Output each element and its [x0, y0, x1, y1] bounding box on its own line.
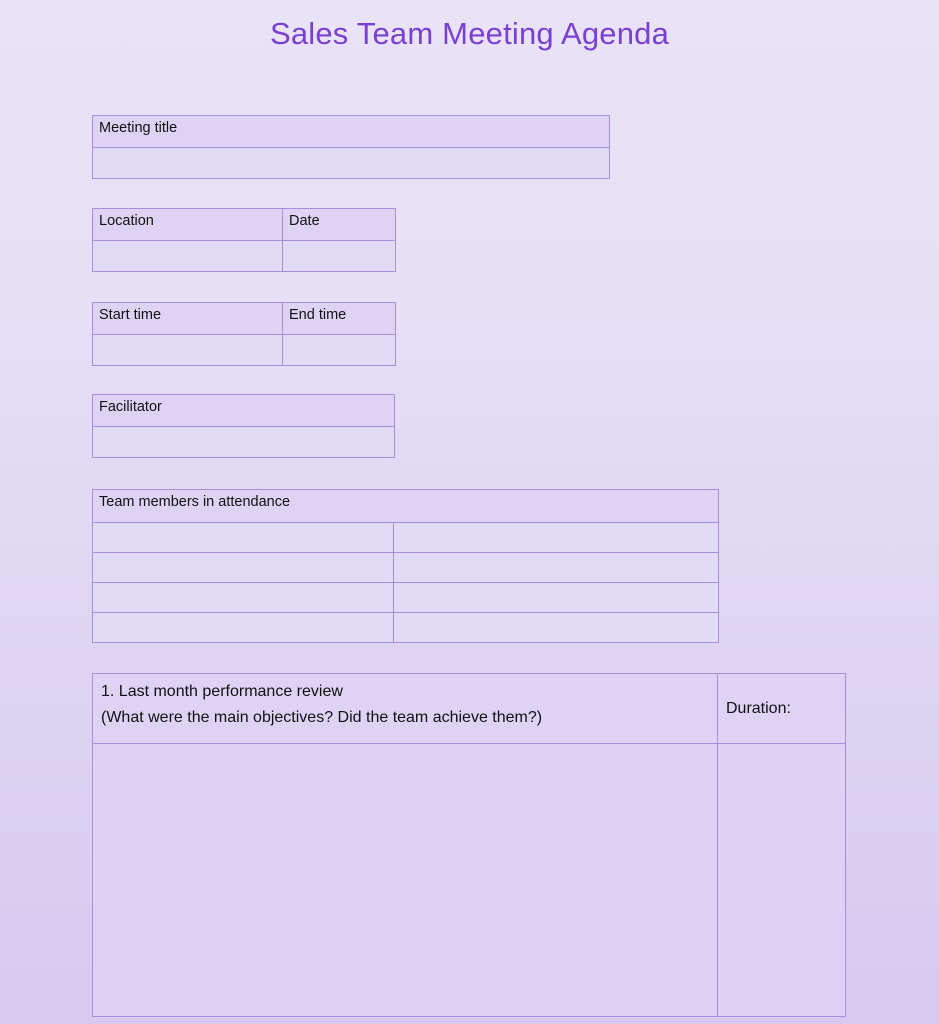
time-field-table [92, 302, 396, 366]
facilitator-input[interactable] [93, 427, 395, 458]
table-row [93, 553, 719, 583]
attendance-cell-right[interactable] [394, 523, 719, 553]
table-row [93, 209, 396, 241]
attendance-cell-left[interactable] [93, 613, 394, 643]
meeting-title-input[interactable] [93, 148, 610, 179]
end-time-label: End time [283, 303, 396, 335]
end-time-input[interactable] [283, 335, 396, 366]
date-label: Date [283, 209, 396, 241]
attendance-cell-left[interactable] [93, 523, 394, 553]
agenda-item-1-duration-input[interactable] [718, 744, 846, 1017]
agenda-item-1-header [93, 674, 718, 744]
meeting-title-label: Meeting title [93, 116, 610, 148]
attendance-cell-left[interactable] [93, 553, 394, 583]
table-row [93, 116, 610, 148]
table-row [93, 303, 396, 335]
date-input[interactable] [283, 241, 396, 272]
table-row [93, 613, 719, 643]
agenda-item-1-notes-input[interactable] [93, 744, 718, 1017]
agenda-item-1-table [92, 673, 846, 1017]
facilitator-label: Facilitator [93, 395, 395, 427]
table-row [93, 744, 846, 1017]
attendance-table [92, 489, 719, 643]
table-row [93, 148, 610, 179]
table-row [93, 490, 719, 523]
location-input[interactable] [93, 241, 283, 272]
facilitator-field-table [92, 394, 395, 458]
page-title: Sales Team Meeting Agenda [269, 16, 670, 51]
attendance-cell-right[interactable] [394, 613, 719, 643]
table-row [93, 674, 846, 744]
table-row [93, 335, 396, 366]
location-label: Location [93, 209, 283, 241]
location-date-field-table [92, 208, 396, 272]
attendance-cell-left[interactable] [93, 583, 394, 613]
start-time-input[interactable] [93, 335, 283, 366]
attendance-cell-right[interactable] [394, 583, 719, 613]
agenda-item-1-duration-label: Duration: [718, 674, 846, 744]
agenda-item-1-heading: 1. Last month performance review [101, 683, 343, 700]
table-row [93, 583, 719, 613]
meeting-title-field-table [92, 115, 610, 179]
attendance-label: Team members in attendance [93, 490, 719, 523]
attendance-cell-right[interactable] [394, 553, 719, 583]
table-row [93, 241, 396, 272]
start-time-label: Start time [93, 303, 283, 335]
table-row [93, 395, 395, 427]
table-row [93, 427, 395, 458]
agenda-item-1-prompt: (What were the main objectives? Did the team achieve them?) [101, 709, 543, 726]
table-row [93, 523, 719, 553]
